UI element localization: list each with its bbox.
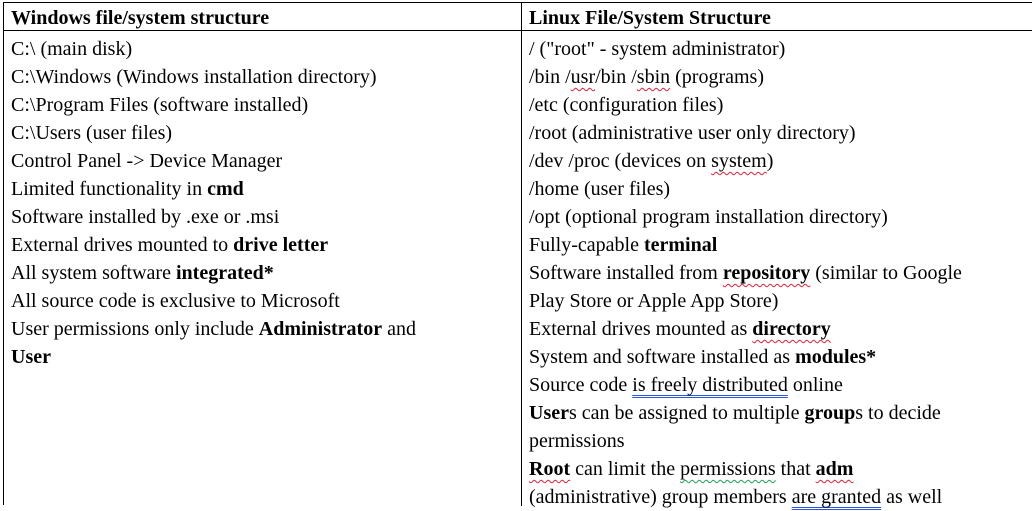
linux-line: /home (user files) <box>529 178 671 200</box>
linux-line: Software installed from repository (similar to Google <box>529 262 962 284</box>
windows-line: User <box>11 346 51 368</box>
windows-line: Software installed by .exe or .msi <box>11 206 280 228</box>
windows-header: Windows file/system structure <box>11 7 270 29</box>
linux-line: Fully-capable terminal <box>529 234 718 256</box>
windows-line: C:\Program Files (software installed) <box>11 94 309 116</box>
comparison-table <box>3 2 1032 508</box>
windows-line: C:\ (main disk) <box>11 38 133 60</box>
linux-line: /bin /usr/bin /sbin (programs) <box>529 66 764 88</box>
windows-line: All source code is exclusive to Microsoft <box>11 290 340 312</box>
windows-line: Control Panel -> Device Manager <box>11 150 283 172</box>
linux-list <box>529 35 962 511</box>
linux-line: System and software installed as modules* <box>529 346 877 368</box>
linux-line: Source code is freely distributed online <box>529 374 843 396</box>
linux-line: /opt (optional program installation directory) <box>529 206 888 228</box>
linux-line: Users can be assigned to multiple groups to decide <box>529 402 941 424</box>
windows-line: User permissions only include Administrator and <box>11 318 416 340</box>
windows-line: All system software integrated* <box>11 262 274 284</box>
windows-line: Limited functionality in cmd <box>11 178 244 200</box>
linux-line: /root (administrative user only directory) <box>529 122 856 144</box>
windows-line: C:\Windows (Windows installation directory) <box>11 66 377 88</box>
windows-list <box>11 35 416 371</box>
windows-line: C:\Users (user files) <box>11 122 173 144</box>
linux-line: /dev /proc (devices on system) <box>529 150 774 172</box>
linux-line: External drives mounted as directory <box>529 318 831 340</box>
linux-line: (administrative) group members are granted as well <box>529 486 943 508</box>
linux-line: Play Store or Apple App Store) <box>529 290 779 312</box>
linux-line: / ("root" - system administrator) <box>529 38 786 60</box>
linux-line: Root can limit the permissions that adm <box>529 458 854 480</box>
linux-header: Linux File/System Structure <box>529 7 771 29</box>
windows-line: External drives mounted to drive letter <box>11 234 329 256</box>
linux-line: permissions <box>529 430 625 452</box>
linux-line: /etc (configuration files) <box>529 94 724 116</box>
